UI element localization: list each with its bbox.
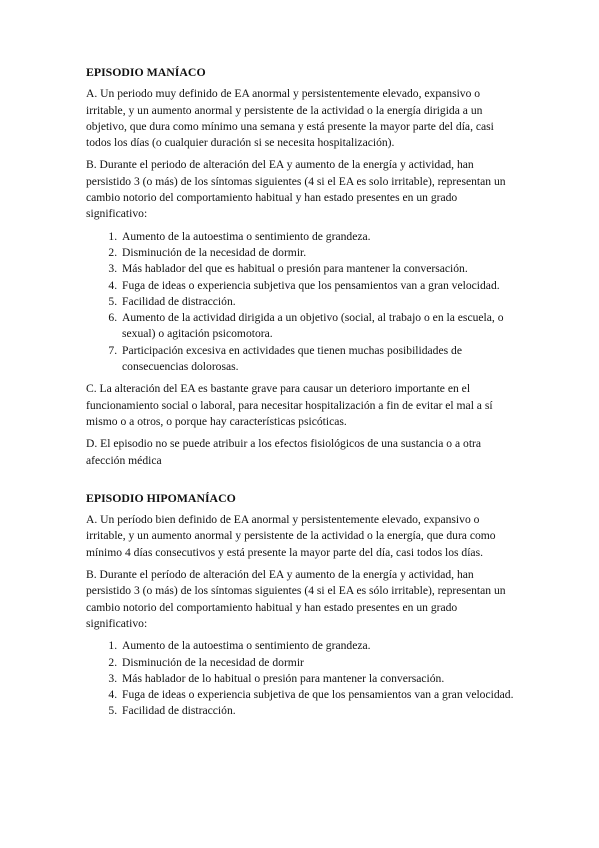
symptom-list: [86, 229, 516, 376]
list-item: 1. Aumento de la autoestima o sentimiento de grandeza.: [120, 638, 516, 654]
criterion-b: B. Durante el periodo de alteración del EA y aumento de la energía y actividad, han persistido 3 (o más) de los síntomas siguientes (4 si el EA es solo irritable), representan un cambio notorio del comportamiento habitual y han estado presentes en un grado significativo:: [86, 158, 506, 221]
criterion-a: A. Un período bien definido de EA anormal y persistentemente elevado, expansivo o irritable, y un aumento anormal y persistente de la actividad o la energía, que dura como mínimo 4 días consecutivos y está presente la mayor parte del día, casi todos los días.: [86, 513, 496, 559]
symptom-list: [86, 638, 516, 719]
list-item: 7. Participación excesiva en actividades que tienen muchas posibilidades de consecuencias dolorosas.: [120, 343, 516, 376]
list-item: 3. Más hablador de lo habitual o presión para mantener la conversación.: [120, 671, 516, 687]
list-item: 6. Aumento de la actividad dirigida a un objetivo (social, al trabajo o en la escuela, o sexual) o agitación psicomotora.: [120, 310, 516, 343]
list-item: 5. Facilidad de distracción.: [120, 294, 516, 310]
section-title: EPISODIO MANÍACO: [86, 65, 206, 79]
document-page: [86, 64, 516, 726]
list-item: 5. Facilidad de distracción.: [120, 703, 516, 719]
criterion-c: C. La alteración del EA es bastante grave para causar un deterioro importante en el funcionamiento social o laboral, para necesitar hospitalización a fin de evitar el mal a sí mismo o a otros, o porque hay características psicóticas.: [86, 382, 493, 428]
list-item: 1. Aumento de la autoestima o sentimiento de grandeza.: [120, 229, 516, 245]
list-item: 3. Más hablador del que es habitual o presión para mantener la conversación.: [120, 261, 516, 277]
section-title: EPISODIO HIPOMANÍACO: [86, 490, 236, 505]
list-item: 2. Disminución de la necesidad de dormir: [120, 655, 516, 671]
section-manic-episode: [86, 64, 516, 469]
list-item: 4. Fuga de ideas o experiencia subjetiva de que los pensamientos van a gran velocidad.: [120, 687, 516, 703]
criterion-d: D. El episodio no se puede atribuir a los efectos fisiológicos de una sustancia o a otra afección médica: [86, 437, 482, 467]
list-item: 4. Fuga de ideas o experiencia subjetiva que los pensamientos van a gran velocidad.: [120, 278, 516, 294]
criterion-a: A. Un periodo muy definido de EA anormal y persistentemente elevado, expansivo o irritable, y un aumento anormal y persistente de la actividad o la energía dirigida a un objetivo, que dura como mínimo una semana y está presente la mayor parte del día, casi todos los días (o cualquier duración si se necesita hospitalización).: [86, 87, 494, 150]
list-item: 2. Disminución de la necesidad de dormir.: [120, 245, 516, 261]
section-hypomanic-episode: [86, 490, 516, 720]
criterion-b: B. Durante el período de alteración del EA y aumento de la energía y actividad, han persistido 3 (o más) de los síntomas siguientes (4 si el EA es sólo irritable), representan un cambio notorio del comportamiento habitual y han estado presentes en un grado significativo:: [86, 568, 506, 630]
